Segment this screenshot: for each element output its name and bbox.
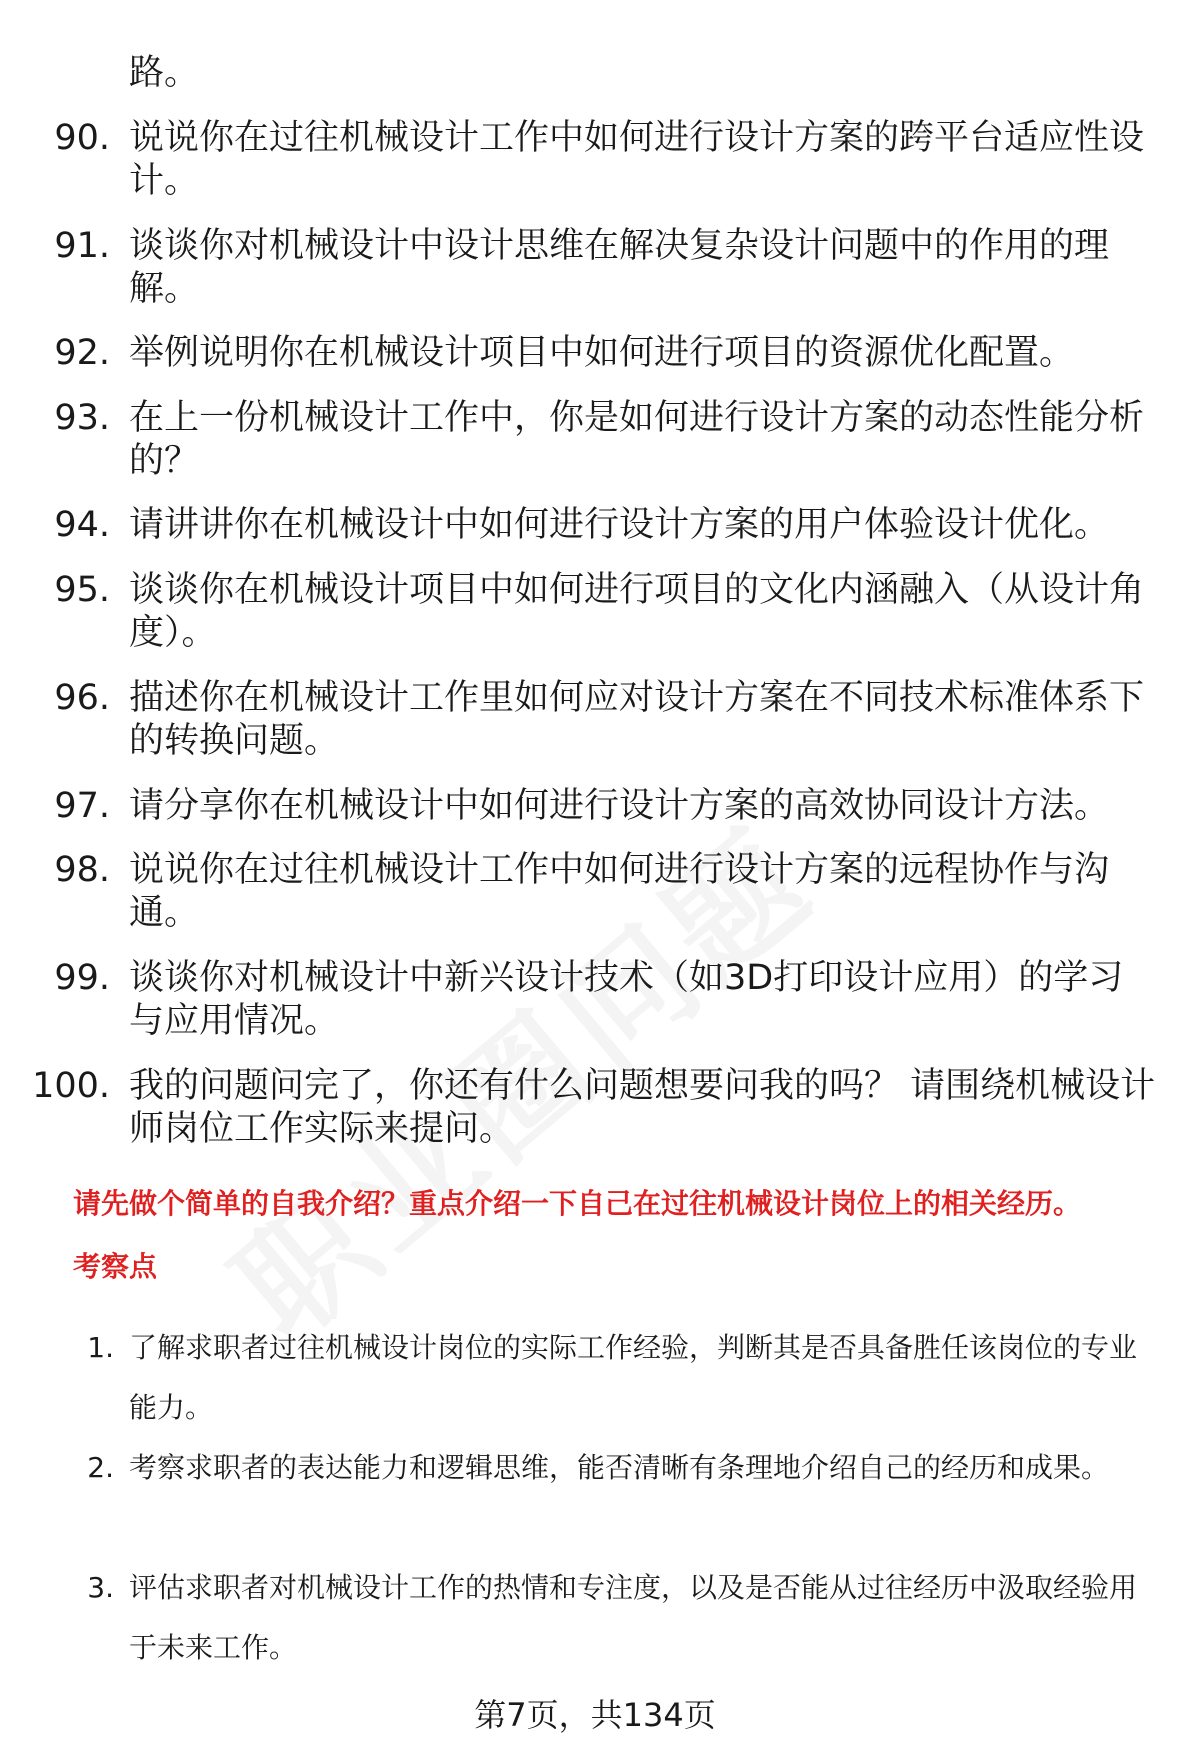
item-text: 举例说明你在机械设计项目中如何进行项目的资源优化配置。 [129, 333, 1075, 373]
item-text: 在上一份机械设计工作中，你是如何进行设计方案的动态性能分析的？ [129, 398, 1145, 481]
item-text: 谈谈你对机械设计中设计思维在解决复杂设计问题中的作用的理解。 [129, 226, 1110, 309]
highlight-question: 请先做个简单的自我介绍？重点介绍一下自己在过往机械设计岗位上的相关经历。 [73, 1187, 1082, 1220]
item-text: 说说你在过往机械设计工作中如何进行设计方案的跨平台适应性设计。 [129, 118, 1145, 201]
item-number: 91. [54, 226, 110, 266]
item-number: 99. [54, 958, 110, 998]
item-text: 考察求职者的表达能力和逻辑思维，能否清晰有条理地介绍自己的经历和成果。 [129, 1451, 1110, 1484]
item-number: 96. [54, 678, 110, 718]
item-number: 97. [54, 786, 110, 826]
item-text: 了解求职者过往机械设计岗位的实际工作经验，判断其是否具备胜任该岗位的专业能力。 [129, 1331, 1138, 1424]
item-text: 谈谈你在机械设计项目中如何进行项目的文化内涵融入（从设计角度）。 [129, 570, 1145, 653]
section-title: 考察点 [73, 1250, 158, 1283]
item-number: 93. [54, 398, 110, 438]
item-text: 评估求职者对机械设计工作的热情和专注度，以及是否能从过往经历中汲取经验用于未来工作。 [129, 1571, 1138, 1664]
item-text: 请分享你在机械设计中如何进行设计方案的高效协同设计方法。 [129, 786, 1110, 826]
page-footer: 第7页，共134页 [474, 1696, 716, 1734]
item-number: 92. [54, 333, 110, 373]
item-text: 请讲讲你在机械设计中如何进行设计方案的用户体验设计优化。 [129, 505, 1110, 545]
item-text: 描述你在机械设计工作里如何应对设计方案在不同技术标准体系下的转换问题。 [129, 678, 1145, 761]
item-number: 2. [87, 1451, 114, 1484]
item-number: 100. [32, 1066, 110, 1106]
item-text: 说说你在过往机械设计工作中如何进行设计方案的远程协作与沟通。 [129, 850, 1110, 933]
item-number: 1. [87, 1331, 114, 1364]
item-number: 95. [54, 570, 110, 610]
item-number: 98. [54, 850, 110, 890]
item-number: 3. [87, 1571, 114, 1604]
item-number: 90. [54, 118, 110, 158]
item-text: 路。 [129, 53, 200, 93]
item-text: 谈谈你对机械设计中新兴设计技术（如3D打印设计应用）的学习与应用情况。 [129, 958, 1124, 1041]
item-text: 我的问题问完了，你还有什么问题想要问我的吗？ 请围绕机械设计师岗位工作实际来提问。 [129, 1066, 1156, 1149]
item-number: 94. [54, 505, 110, 545]
